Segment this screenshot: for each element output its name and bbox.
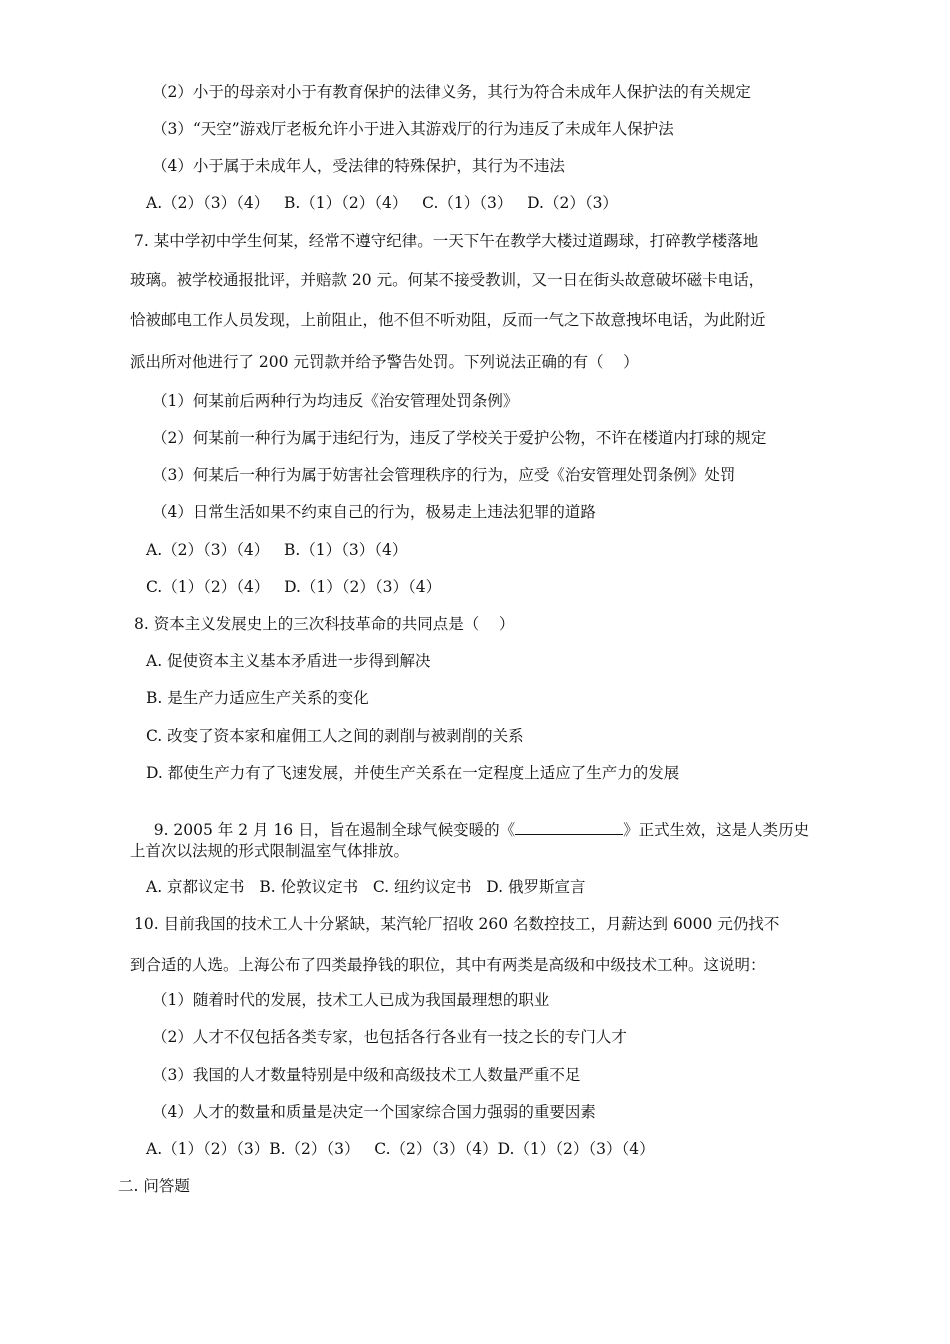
q10-item-1: （1）随着时代的发展，技术工人已成为我国最理想的职业	[152, 991, 550, 1009]
q7-item-1: （1）何某前后两种行为均违反《治安管理处罚条例》	[152, 392, 519, 410]
q10-stem-line-2: 到合适的人选。上海公布了四类最挣钱的职位，其中有两类是高级和中级技术工种。这说明：	[130, 956, 766, 974]
q7-item-3: （3）何某后一种行为属于妨害社会管理秩序的行为，应受《治安管理处罚条例》处罚	[152, 466, 736, 484]
q8-option-d: D. 都使生产力有了飞速发展，并使生产关系在一定程度上适应了生产力的发展	[146, 764, 680, 782]
q7-options-row-1: A.（2）（3）（4） B.（1）（3）（4）	[146, 541, 408, 559]
q6-item-2: （2）小于的母亲对小于有教育保护的法律义务，其行为符合未成年人保护法的有关规定	[152, 83, 751, 101]
section-2-title: 二. 问答题	[118, 1177, 190, 1195]
q9-stem-line-2: 上首次以法规的形式限制温室气体排放。	[130, 842, 410, 860]
q10-options: A.（1）（2）（3）B.（2）（3） C.（2）（3）（4）D.（1）（2）（3）（4）	[146, 1140, 655, 1158]
q9-answer-blank	[515, 820, 623, 835]
q10-item-4: （4）人才的数量和质量是决定一个国家综合国力强弱的重要因素	[152, 1103, 596, 1121]
q8-option-a: A. 促使资本主义基本矛盾进一步得到解决	[146, 652, 431, 670]
q7-stem-line-4: 派出所对他进行了 200 元罚款并给予警告处罚。下列说法正确的有（ ）	[130, 353, 639, 371]
q6-item-4: （4）小于属于未成年人，受法律的特殊保护，其行为不违法	[152, 157, 565, 175]
q7-stem-line-1: 7. 某中学初中学生何某，经常不遵守纪律。一天下午在教学大楼过道踢球，打碎教学楼落地	[134, 232, 759, 250]
q9-stem-after: 》正式生效，这是人类历史	[623, 821, 810, 839]
q6-options: A.（2）（3）（4） B.（1）（2）（4） C.（1）（3） D.（2）（3）	[146, 194, 618, 212]
q6-item-3: （3）“天空”游戏厅老板允许小于进入其游戏厅的行为违反了未成年人保护法	[152, 120, 674, 138]
q10-item-3: （3）我国的人才数量特别是中级和高级技术工人数量严重不足	[152, 1066, 581, 1084]
q8-option-b: B. 是生产力适应生产关系的变化	[146, 689, 369, 707]
q9-stem-before: 9. 2005 年 2 月 16 日，旨在遏制全球气候变暖的《	[153, 821, 516, 839]
q10-item-2: （2）人才不仅包括各类专家，也包括各行各业有一技之长的专门人才	[152, 1028, 627, 1046]
q8-stem: 8. 资本主义发展史上的三次科技革命的共同点是（ ）	[134, 615, 515, 633]
q9-options: A. 京都议定书 B. 伦敦议定书 C. 纽约议定书 D. 俄罗斯宣言	[146, 878, 586, 896]
q8-option-c: C. 改变了资本家和雇佣工人之间的剥削与被剥削的关系	[146, 727, 524, 745]
q7-stem-line-3: 恰被邮电工作人员发现，上前阻止，他不但不听劝阻，反而一气之下故意拽坏电话，为此附近	[130, 311, 766, 329]
q7-options-row-2: C.（1）（2）（4） D.（1）（2）（3）（4）	[146, 578, 442, 596]
q10-stem-line-1: 10. 目前我国的技术工人十分紧缺，某汽轮厂招收 260 名数控技工，月薪达到 6000 元仍找不	[134, 915, 780, 933]
q7-item-4: （4）日常生活如果不约束自己的行为，极易走上违法犯罪的道路	[152, 503, 596, 521]
q7-item-2: （2）何某前一种行为属于违纪行为，违反了学校关于爱护公物，不许在楼道内打球的规定	[152, 429, 767, 447]
q7-stem-line-2: 玻璃。被学校通报批评，并赔款 20 元。何某不接受教训，又一日在街头故意破坏磁卡电话，	[130, 271, 765, 289]
